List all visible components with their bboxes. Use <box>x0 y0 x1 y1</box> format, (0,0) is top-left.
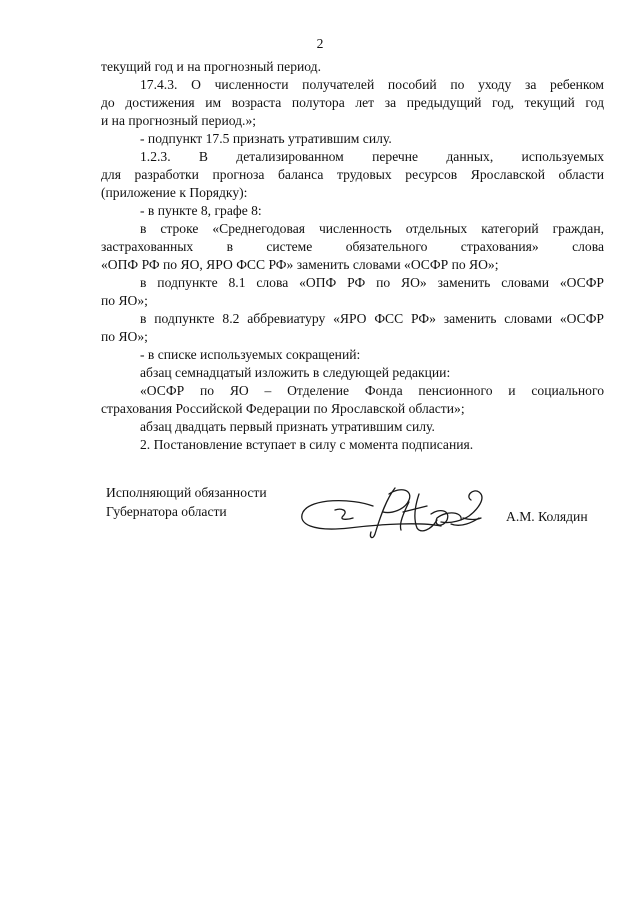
page-number: 2 <box>316 36 324 51</box>
text-line: для разработки прогноза баланса трудовых ресурсов Ярославской области <box>101 167 604 182</box>
text-line: - в пункте 8, графе 8: <box>140 203 262 218</box>
signer-name: А.М. Колядин <box>506 509 588 524</box>
text-line: (приложение к Порядку): <box>101 185 248 200</box>
text-line: «ОПФ РФ по ЯО, ЯРО ФСС РФ» заменить словами «ОСФР по ЯО»; <box>101 257 499 272</box>
signer-role-line: Исполняющий обязанности <box>106 485 267 500</box>
document-body <box>101 58 604 454</box>
text-line: застрахованных в системе обязательного страхования» слова <box>101 239 604 254</box>
text-line: страхования Российской Федерации по Ярославской области»; <box>101 401 465 416</box>
text-line: в подпункте 8.2 аббревиатуру «ЯРО ФСС РФ» заменить словами «ОСФР <box>140 311 604 326</box>
text-line: по ЯО»; <box>101 329 148 344</box>
signer-role <box>106 484 267 522</box>
text-line: абзац семнадцатый изложить в следующей редакции: <box>140 365 451 380</box>
text-line: 17.4.3. О численности получателей пособий по уходу за ребенком <box>140 77 604 92</box>
text-line: до достижения им возраста полутора лет за предыдущий год, текущий год <box>101 95 604 110</box>
text-line: 2. Постановление вступает в силу с момента подписания. <box>140 437 474 452</box>
text-line: 1.2.3. В детализированном перечне данных, используемых <box>140 149 604 164</box>
text-line: «ОСФР по ЯО – Отделение Фонда пенсионного и социального <box>140 383 604 398</box>
handwritten-signature <box>291 484 501 546</box>
text-line: абзац двадцать первый признать утратившим силу. <box>140 419 435 434</box>
text-line: по ЯО»; <box>101 293 148 308</box>
text-line: текущий год и на прогнозный период. <box>101 59 322 74</box>
signer-role-line: Губернатора области <box>106 504 227 519</box>
text-line: - подпункт 17.5 признать утратившим силу. <box>140 131 392 146</box>
text-line: - в списке используемых сокращений: <box>140 347 361 362</box>
text-line: в строке «Среднегодовая численность отдельных категорий граждан, <box>140 221 604 236</box>
text-line: и на прогнозный период.»; <box>101 113 257 128</box>
text-line: в подпункте 8.1 слова «ОПФ РФ по ЯО» заменить словами «ОСФР <box>140 275 604 290</box>
